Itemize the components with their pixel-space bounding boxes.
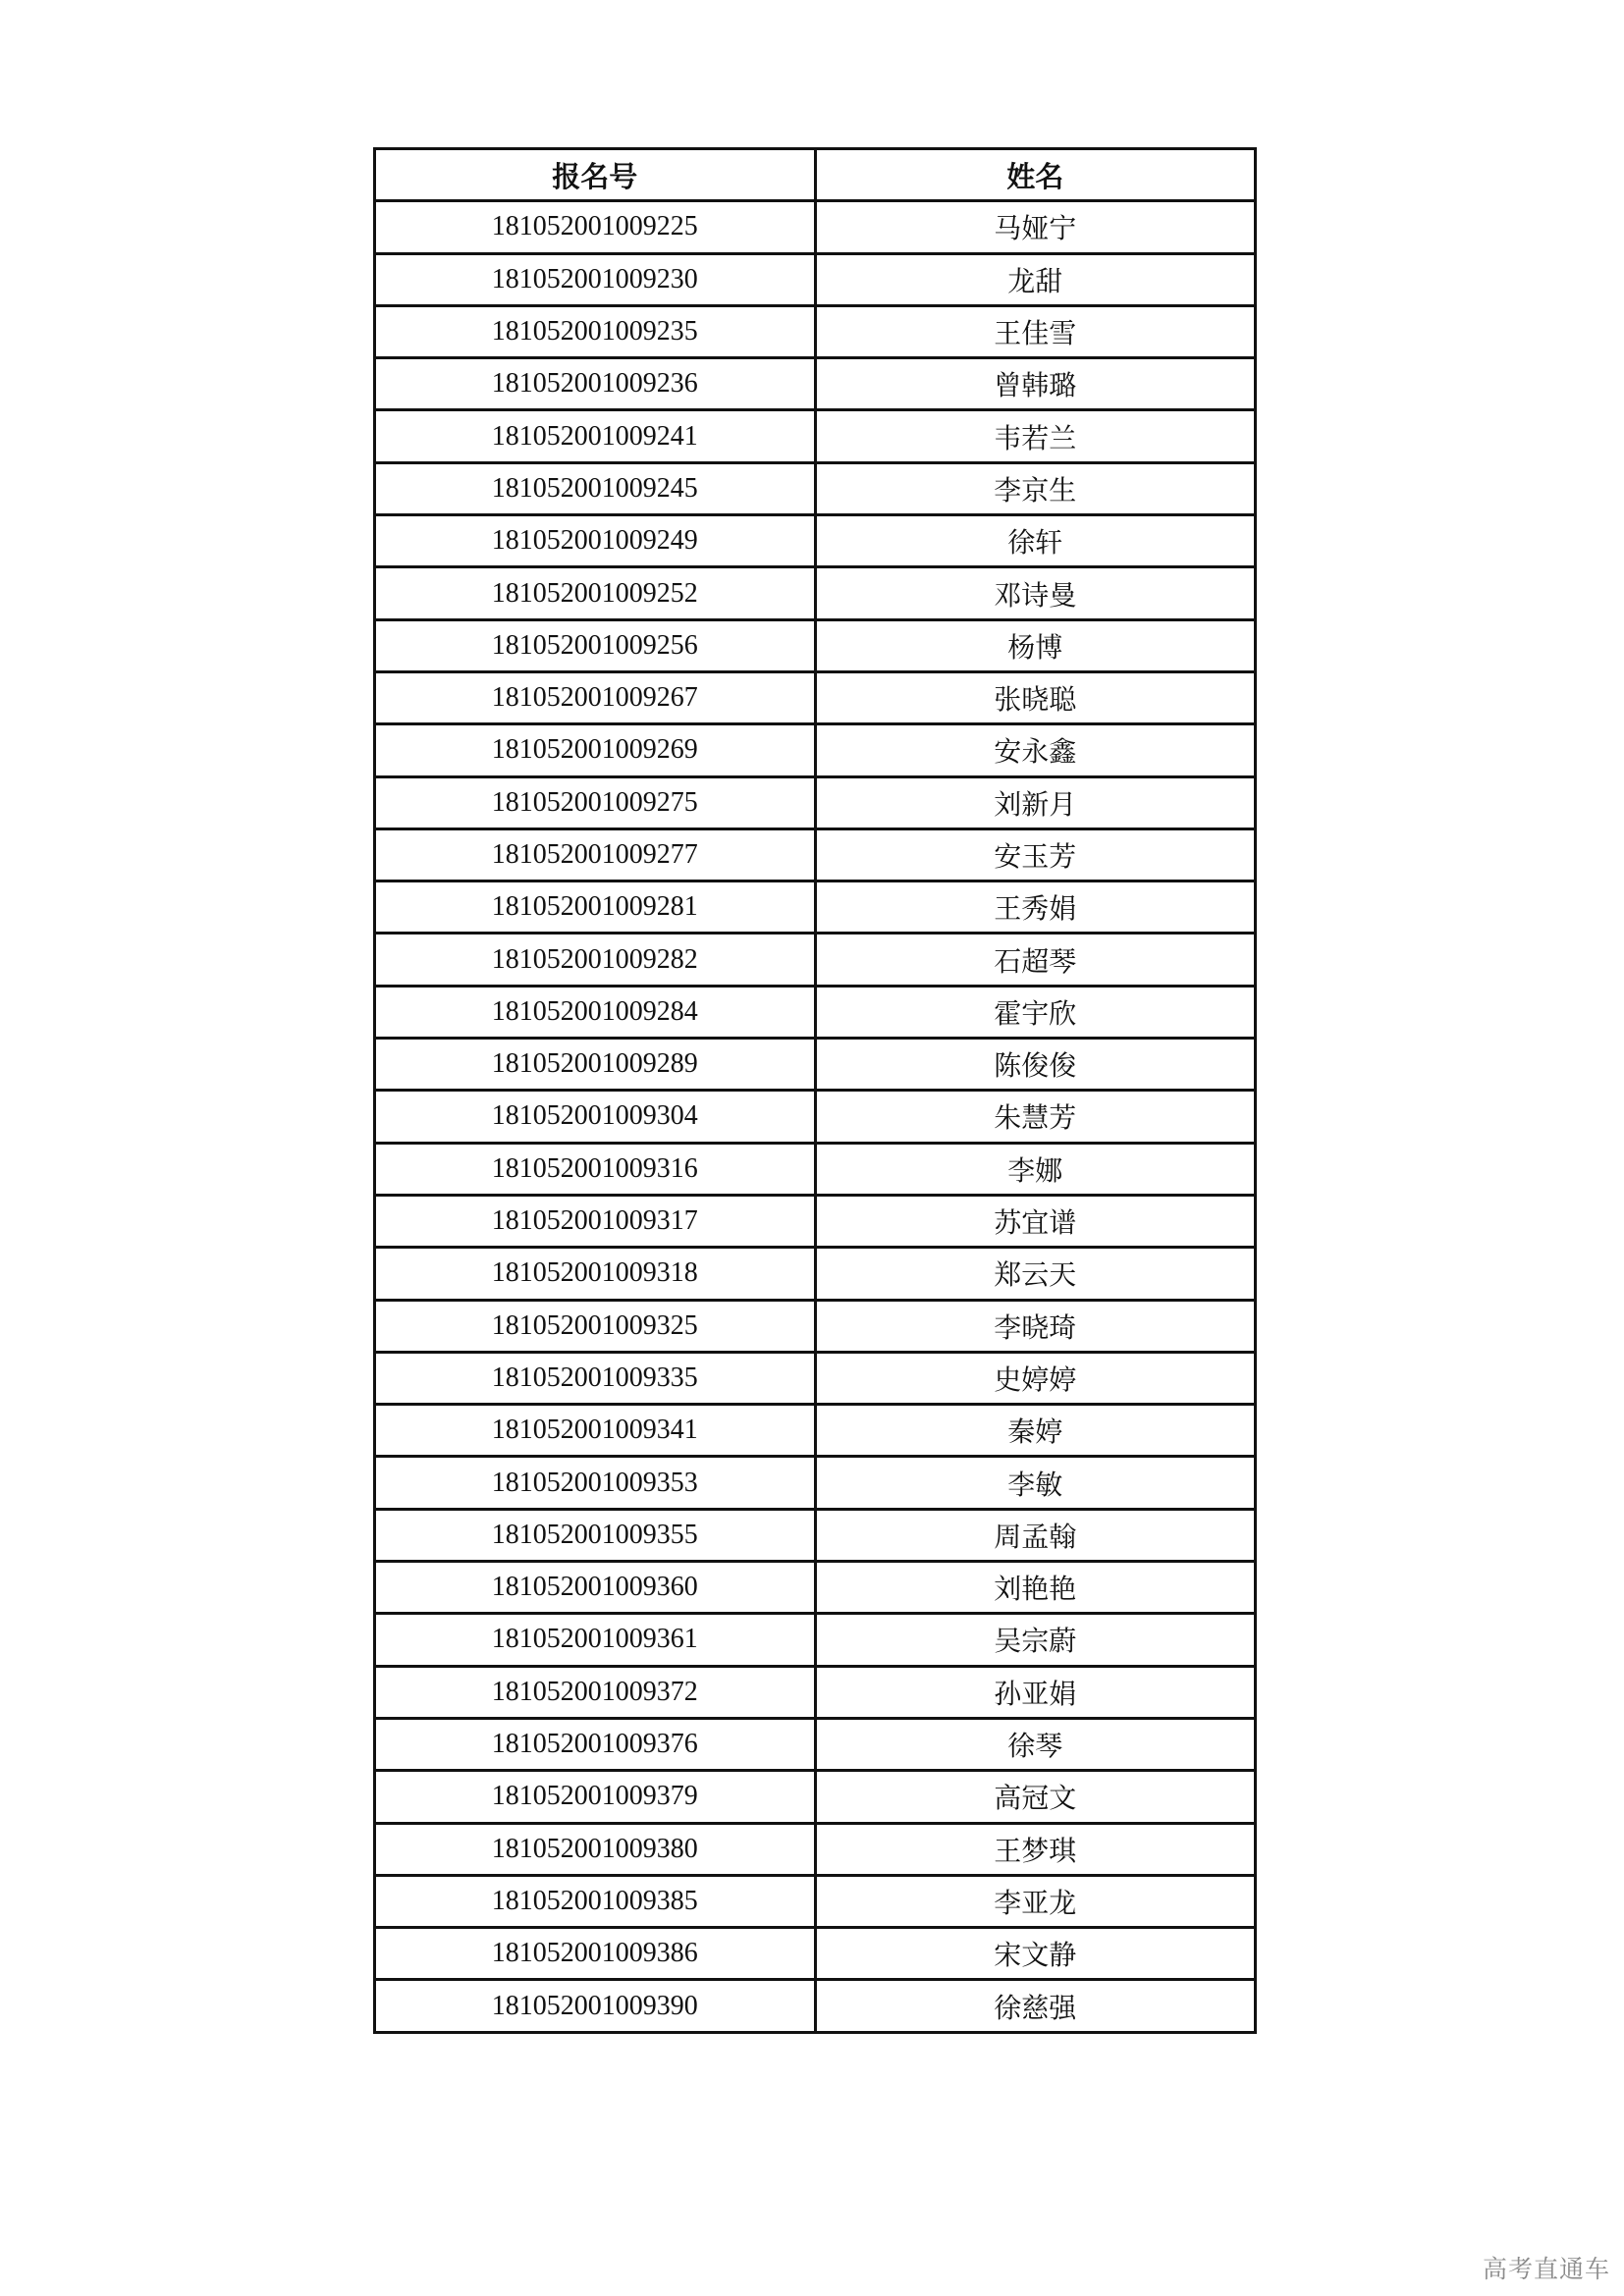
- name-cell: 秦婷: [815, 1405, 1256, 1457]
- table-row: [375, 776, 1256, 828]
- registration-number-cell: 181052001009282: [375, 934, 816, 986]
- name-cell: 徐慈强: [815, 1980, 1256, 2032]
- table-row: [375, 1352, 1256, 1404]
- name-cell: 安玉芳: [815, 828, 1256, 881]
- registration-number-cell: 181052001009353: [375, 1457, 816, 1509]
- applicant-table: [373, 147, 1257, 2034]
- registration-number-cell: 181052001009225: [375, 201, 816, 253]
- name-cell: 曾韩璐: [815, 358, 1256, 410]
- name-cell: 朱慧芳: [815, 1091, 1256, 1143]
- table-row: [375, 1980, 1256, 2032]
- watermark: 高考直通车: [1483, 2255, 1611, 2283]
- registration-number-cell: 181052001009241: [375, 410, 816, 462]
- table-row: [375, 1771, 1256, 1823]
- registration-number-cell: 181052001009289: [375, 1039, 816, 1091]
- table-row: [375, 671, 1256, 723]
- table-row: [375, 1248, 1256, 1300]
- registration-number-cell: 181052001009341: [375, 1405, 816, 1457]
- registration-number-cell: 181052001009252: [375, 567, 816, 619]
- name-cell: 高冠文: [815, 1771, 1256, 1823]
- name-cell: 李晓琦: [815, 1300, 1256, 1352]
- name-cell: 刘新月: [815, 776, 1256, 828]
- name-cell: 孙亚娟: [815, 1666, 1256, 1718]
- name-cell: 周孟翰: [815, 1509, 1256, 1561]
- name-cell: 马娅宁: [815, 201, 1256, 253]
- table-row: [375, 567, 1256, 619]
- header-name: 姓名: [815, 149, 1256, 201]
- name-cell: 李娜: [815, 1143, 1256, 1195]
- table-row: [375, 828, 1256, 881]
- registration-number-cell: 181052001009235: [375, 305, 816, 357]
- name-cell: 石超琴: [815, 934, 1256, 986]
- registration-number-cell: 181052001009379: [375, 1771, 816, 1823]
- registration-number-cell: 181052001009277: [375, 828, 816, 881]
- table-row: [375, 410, 1256, 462]
- registration-number-cell: 181052001009256: [375, 619, 816, 671]
- table-row: [375, 1823, 1256, 1875]
- name-cell: 王秀娟: [815, 881, 1256, 934]
- name-cell: 刘艳艳: [815, 1562, 1256, 1614]
- registration-number-cell: 181052001009245: [375, 462, 816, 514]
- table-row: [375, 1562, 1256, 1614]
- name-cell: 宋文静: [815, 1928, 1256, 1980]
- name-cell: 霍宇欣: [815, 986, 1256, 1038]
- name-cell: 史婷婷: [815, 1352, 1256, 1404]
- registration-number-cell: 181052001009386: [375, 1928, 816, 1980]
- table-row: [375, 201, 1256, 253]
- name-cell: 陈俊俊: [815, 1039, 1256, 1091]
- table-row: [375, 1509, 1256, 1561]
- table-row: [375, 724, 1256, 776]
- table-row: [375, 515, 1256, 567]
- registration-number-cell: 181052001009325: [375, 1300, 816, 1352]
- table-row: [375, 986, 1256, 1038]
- table-row: [375, 1875, 1256, 1927]
- registration-number-cell: 181052001009376: [375, 1718, 816, 1770]
- table-row: [375, 1300, 1256, 1352]
- registration-number-cell: 181052001009318: [375, 1248, 816, 1300]
- registration-number-cell: 181052001009335: [375, 1352, 816, 1404]
- name-cell: 李京生: [815, 462, 1256, 514]
- table-row: [375, 1091, 1256, 1143]
- registration-number-cell: 181052001009372: [375, 1666, 816, 1718]
- table-row: [375, 881, 1256, 934]
- table-row: [375, 305, 1256, 357]
- table-row: [375, 1457, 1256, 1509]
- table-row: [375, 1195, 1256, 1247]
- header-registration-number: 报名号: [375, 149, 816, 201]
- name-cell: 杨博: [815, 619, 1256, 671]
- table-row: [375, 1666, 1256, 1718]
- registration-number-cell: 181052001009267: [375, 671, 816, 723]
- registration-number-cell: 181052001009281: [375, 881, 816, 934]
- table-row: [375, 1405, 1256, 1457]
- registration-number-cell: 181052001009304: [375, 1091, 816, 1143]
- table-row: [375, 462, 1256, 514]
- name-cell: 李敏: [815, 1457, 1256, 1509]
- registration-number-cell: 181052001009230: [375, 253, 816, 305]
- table-row: [375, 619, 1256, 671]
- name-cell: 张晓聪: [815, 671, 1256, 723]
- name-cell: 韦若兰: [815, 410, 1256, 462]
- registration-number-cell: 181052001009360: [375, 1562, 816, 1614]
- registration-number-cell: 181052001009316: [375, 1143, 816, 1195]
- table-row: [375, 1614, 1256, 1666]
- registration-number-cell: 181052001009284: [375, 986, 816, 1038]
- registration-number-cell: 181052001009236: [375, 358, 816, 410]
- table-row: [375, 1143, 1256, 1195]
- name-cell: 李亚龙: [815, 1875, 1256, 1927]
- table-row: [375, 1039, 1256, 1091]
- name-cell: 邓诗曼: [815, 567, 1256, 619]
- table-header-row: [375, 149, 1256, 201]
- registration-number-cell: 181052001009361: [375, 1614, 816, 1666]
- name-cell: 徐轩: [815, 515, 1256, 567]
- registration-number-cell: 181052001009275: [375, 776, 816, 828]
- name-cell: 王佳雪: [815, 305, 1256, 357]
- table-row: [375, 1928, 1256, 1980]
- registration-number-cell: 181052001009385: [375, 1875, 816, 1927]
- name-cell: 郑云天: [815, 1248, 1256, 1300]
- registration-number-cell: 181052001009355: [375, 1509, 816, 1561]
- table-row: [375, 253, 1256, 305]
- name-cell: 苏宜谱: [815, 1195, 1256, 1247]
- registration-number-cell: 181052001009249: [375, 515, 816, 567]
- registration-number-cell: 181052001009317: [375, 1195, 816, 1247]
- table-row: [375, 934, 1256, 986]
- table-row: [375, 358, 1256, 410]
- registration-number-cell: 181052001009269: [375, 724, 816, 776]
- name-cell: 安永鑫: [815, 724, 1256, 776]
- name-cell: 王梦琪: [815, 1823, 1256, 1875]
- name-cell: 徐琴: [815, 1718, 1256, 1770]
- table-row: [375, 1718, 1256, 1770]
- name-cell: 吴宗蔚: [815, 1614, 1256, 1666]
- registration-number-cell: 181052001009390: [375, 1980, 816, 2032]
- name-cell: 龙甜: [815, 253, 1256, 305]
- registration-number-cell: 181052001009380: [375, 1823, 816, 1875]
